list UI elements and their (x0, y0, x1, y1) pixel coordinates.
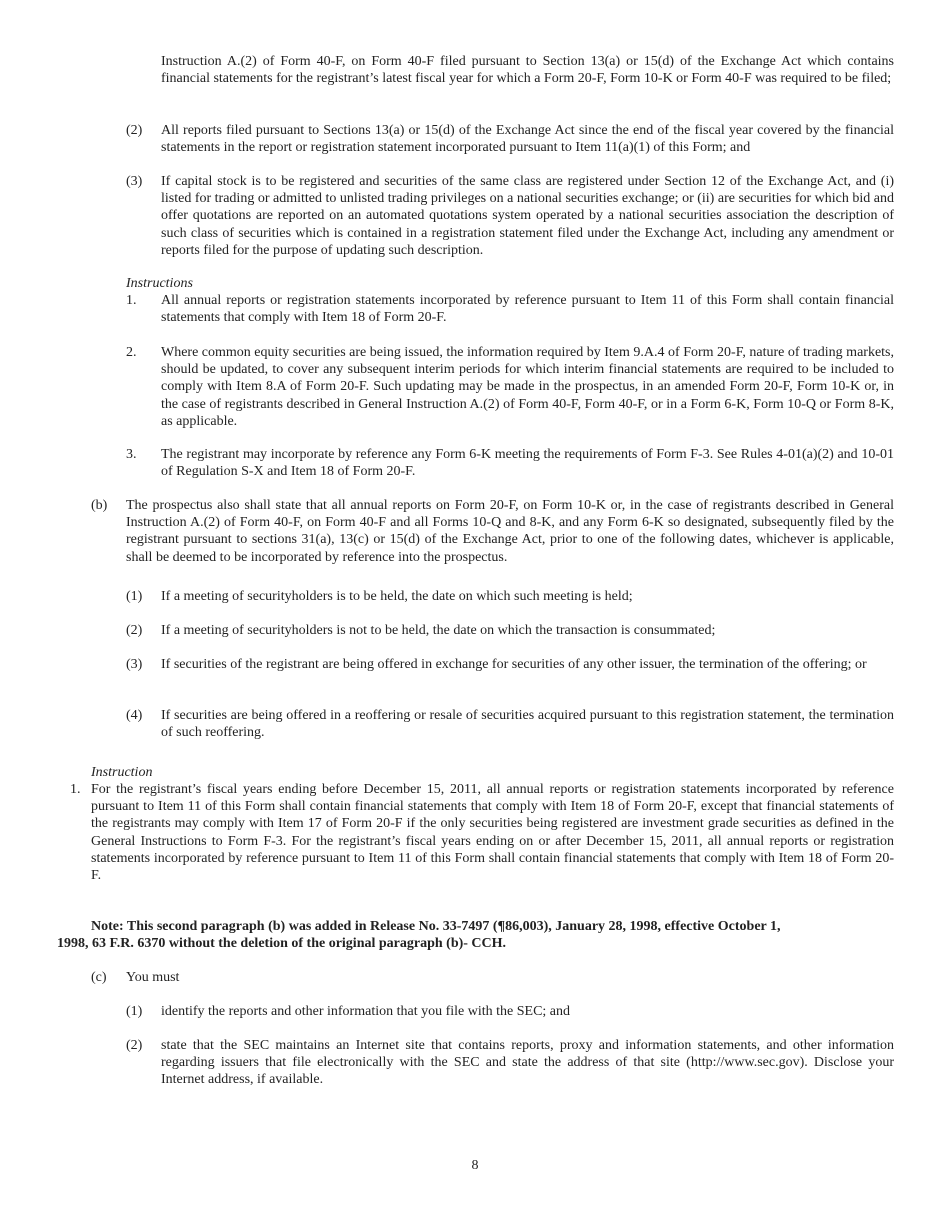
note-line-2: 1998, 63 F.R. 6370 without the deletion of the original paragraph (b)- CCH. (57, 936, 507, 951)
item-a3-text: If capital stock is to be registered and securities of the same class are registered under Section 12 of the Exchange Act, and (i) listed for trading or admitted to unlisted trading privileges on a national securities exchange; or (ii) are securities for which bid and offer quotations are reported on an automated quotations system operated by a national securities association the description of such class of securities which is contained in a registration statement filed under the Exchange Act, including any amendment or reports filed for the purpose of updating such description. (161, 174, 894, 258)
item-c1-text: identify the reports and other information that you file with the SEC; and (161, 1004, 571, 1019)
instruction-item-label: 1. (70, 782, 81, 797)
instruction-3-text: The registrant may incorporate by reference any Form 6-K meeting the requirements of Form F-3. See Rules 4-01(a)(2) and 10-01 of Regulation S-X and Item 18 of Form 20-F. (161, 447, 894, 480)
instruction-2-text: Where common equity securities are being issued, the information required by Item 9.A.4 of Form 20-F, nature of trading markets, should be updated, to cover any subsequent interim periods for which interim financial statements are required to be included to comply with Item 8.A of Form 20-F. Such updating may be made in the prospectus, in an amended Form 20-F, Form 10-K or, in the case of registrants described in General Instruction A.(2) of Form 40-F, Form 40-F, or in a Form 6-K, Form 10-Q or Form 8-K, as applicable. (161, 345, 894, 429)
item-b2-label: (2) (126, 623, 143, 638)
item-b4-label: (4) (126, 708, 143, 723)
para-b-text: The prospectus also shall state that all annual reports on Form 20-F, on Form 10-K or, in the case of registrants described in General Instruction A.(2) of Form 40-F, on Form 40-F and all Forms 10-Q and 8-K, and any Form 6-K so designated, subsequently filed by the registrant pursuant to sections 31(a), 13(c) or 15(d) of the Exchange Act, prior to one of the following dates, whichever is applicable, shall be deemed to be incorporated by reference into the prospectus. (126, 498, 894, 565)
item-a2-text: All reports filed pursuant to Sections 13(a) or 15(d) of the Exchange Act since the end of the fiscal year covered by the financial statements in the report or registration statement incorporated pursuant to Item 11(a)(1) of this Form; and (161, 123, 894, 156)
instruction-1-label: 1. (126, 293, 137, 308)
note-line-1: Note: This second paragraph (b) was added in Release No. 33-7497 (¶86,003), January 28, 1998, effective October 1, (91, 919, 781, 934)
instruction-item-text: For the registrant’s fiscal years ending before December 15, 2011, all annual reports or registration statements incorporated by reference pursuant to Item 11 of this Form shall contain financial statements that comply with Item 18 of Form 20-F, except that financial statements of the registrants may comply with Item 17 of Form 20-F if the only securities being registered are investment grade securities as defined in the General Instructions to Form F-3. For the registrant’s fiscal years ending on or after December 15, 2011, all annual reports or registration statements incorporated by reference pursuant to Item 11 of this Form shall contain financial statements that comply with Item 18 of Form 20-F. (91, 782, 894, 884)
item-a2-label: (2) (126, 123, 143, 138)
instruction-3-label: 3. (126, 447, 137, 462)
instruction-heading: Instruction (91, 765, 153, 780)
item-b3-text: If securities of the registrant are being offered in exchange for securities of any other issuer, the termination of the offering; or (161, 657, 867, 672)
item-b1-label: (1) (126, 589, 143, 604)
item-b2-text: If a meeting of securityholders is not to be held, the date on which the transaction is consummated; (161, 623, 716, 638)
para-c-label: (c) (91, 970, 107, 985)
item-b4-text: If securities are being offered in a reoffering or resale of securities acquired pursuant to this registration statement, the termination of such reoffering. (161, 708, 894, 741)
instruction-1-text: All annual reports or registration statements incorporated by reference pursuant to Item 11 of this Form shall contain financial statements that comply with Item 18 of Form 20-F. (161, 293, 894, 326)
item-c1-label: (1) (126, 1004, 143, 1019)
page-number: 8 (471, 1158, 479, 1173)
instruction-2-label: 2. (126, 345, 137, 360)
para-c-text: You must (126, 970, 180, 985)
item-c2-label: (2) (126, 1038, 143, 1053)
item-a3-label: (3) (126, 174, 143, 189)
item-b3-label: (3) (126, 657, 143, 672)
item-c2-text: state that the SEC maintains an Internet site that contains reports, proxy and information statements, and other information regarding issuers that file electronically with the SEC and state the address of that site (http://www.sec.gov). Disclose your Internet address, if available. (161, 1038, 894, 1088)
item-b1-text: If a meeting of securityholders is to be held, the date on which such meeting is held; (161, 589, 633, 604)
instructions-heading: Instructions (126, 276, 193, 291)
continuation-paragraph: Instruction A.(2) of Form 40-F, on Form 40-F filed pursuant to Section 13(a) or 15(d) of the Exchange Act which contains financial statements for the registrant’s latest fiscal year for which a Form 20-F, Form 10-K or Form 40-F was required to be filed; (161, 54, 894, 87)
para-b-label: (b) (91, 498, 108, 513)
